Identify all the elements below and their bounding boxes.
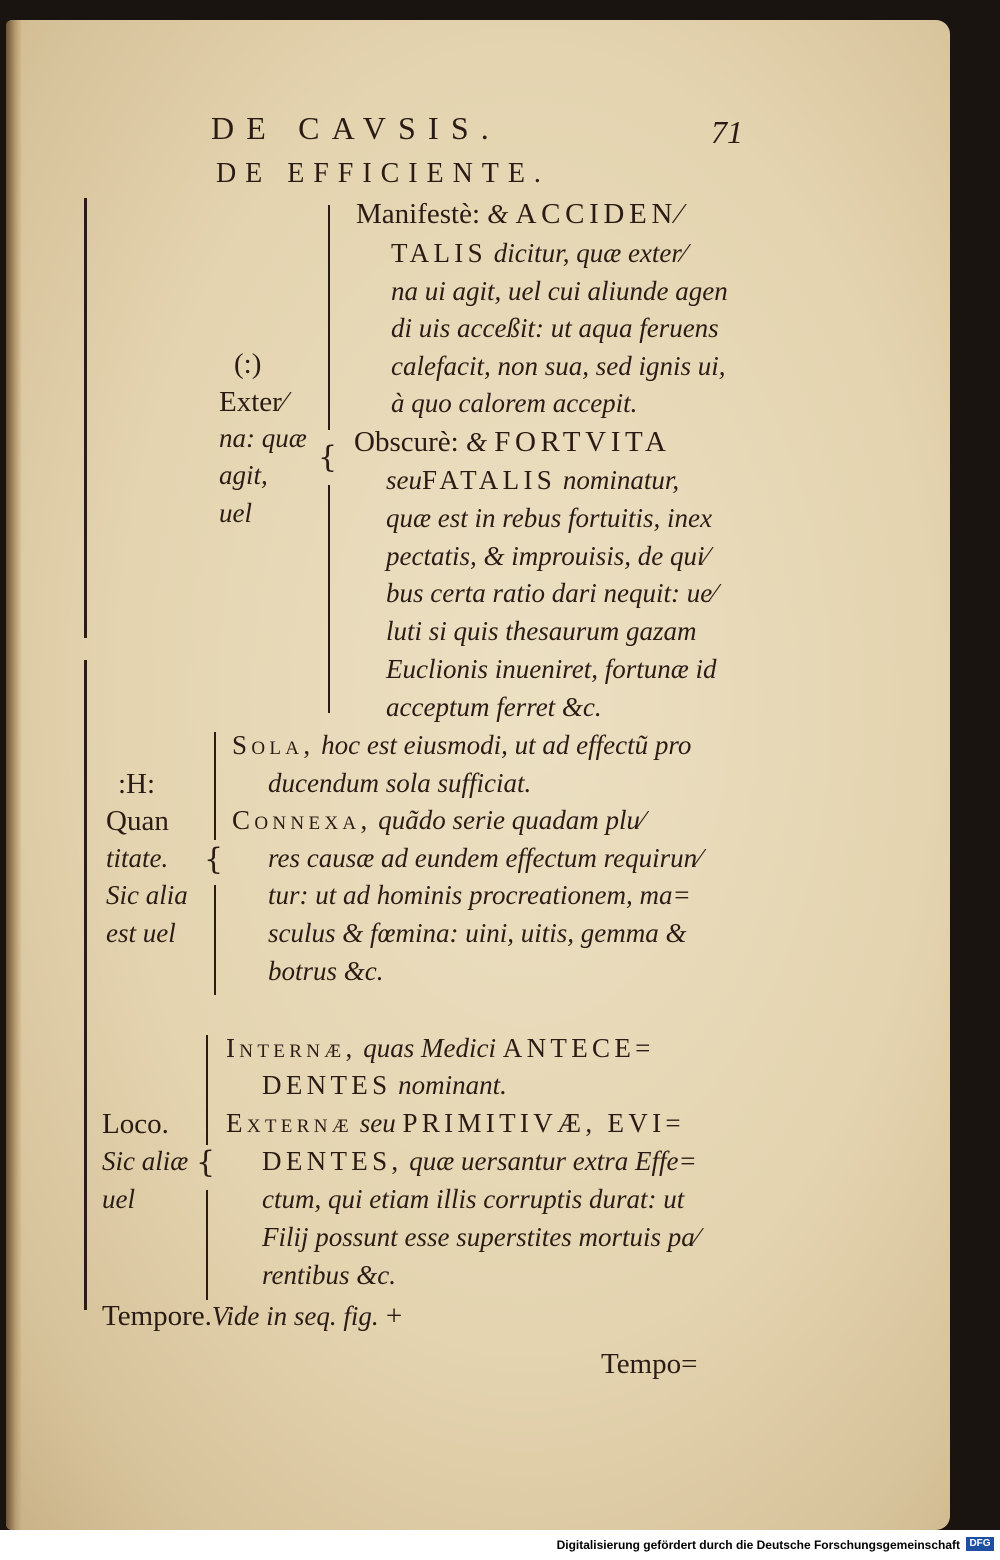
connexa-term: Connexa,: [232, 805, 372, 835]
quantitate-marker: :H:: [118, 768, 156, 800]
manifeste-line-6: à quo calorem accepit.: [391, 388, 638, 418]
quantitate-label-4: est uel: [106, 918, 176, 948]
tempore-ref: Vide in seq. fig.: [211, 1301, 379, 1331]
et-glyph: &: [487, 199, 509, 229]
tempore-mark: +: [385, 1300, 403, 1332]
obscure-line-3: quæ est in rebus fortuitis, inex: [386, 503, 712, 533]
loco-label-3: uel: [102, 1184, 135, 1214]
manifeste-label: Manifestè:: [356, 198, 481, 230]
digitization-footer: [0, 1530, 1000, 1560]
running-title: DE CAVSIS.: [211, 110, 501, 146]
externa-brace: {: [318, 440, 338, 475]
manifeste-line-5: calefacit, non sua, sed ignis ui,: [391, 351, 726, 381]
manifeste-line-2: TALIS dicitur, quæ exter⁄: [391, 238, 687, 268]
manifeste-line-4: di uis acceßit: ut aqua feruens: [391, 313, 719, 343]
dfg-logo: DFG: [966, 1537, 994, 1551]
loco-label-1: Loco.: [102, 1108, 169, 1140]
manifeste-line-3: na ui agit, uel cui aliunde agen: [391, 276, 728, 306]
externa-bracket-lower: [328, 485, 330, 713]
obscure-line-7: Euclionis inueniret, fortunæ id: [386, 654, 717, 684]
accidentalis-term: ACCIDEN⁄: [515, 198, 687, 230]
externa-label-3: agit,: [219, 460, 268, 490]
connexa-line-5: botrus &c.: [268, 956, 384, 986]
tempore-line: [102, 1302, 402, 1331]
footer-credit: Digitalisierung gefördert durch die Deutsche Forschungsgemeinschaft: [556, 1538, 960, 1552]
internae-line-1: Internæ, quas Medici ANTECE=: [226, 1033, 655, 1063]
obscure-line-8: acceptum ferret &c.: [386, 692, 602, 722]
obscure-label: Obscurè:: [354, 426, 459, 458]
quantitate-label-3: Sic alia: [106, 880, 188, 910]
obscure-line-4: pectatis, & improuisis, de qui⁄: [386, 541, 709, 571]
manifeste-head: [356, 200, 686, 229]
externae-line-1: Externæ seu PRIMITIVÆ, EVI=: [226, 1108, 685, 1138]
main-bracket-rule: [84, 198, 87, 638]
internae-term: Internæ,: [226, 1033, 357, 1063]
fortvita-term: FORTVITA: [494, 426, 671, 458]
externa-label-2: na: quæ: [219, 423, 307, 453]
externae-line-2: DENTES, quæ uersantur extra Effe=: [262, 1146, 697, 1176]
page-number: 71: [711, 114, 743, 150]
sola-term: Sola,: [232, 730, 315, 760]
externae-line-5: rentibus &c.: [262, 1260, 396, 1290]
obscure-line-2: seuFATALIS nominatur,: [386, 465, 680, 495]
section-title: DE EFFICIENTE.: [216, 158, 550, 189]
externa-label-4: uel: [219, 498, 252, 528]
page-left-edge: [6, 20, 22, 1530]
sola-line-1: Sola, hoc est eiusmodi, ut ad effectũ pro: [232, 730, 692, 760]
internae-line-2: DENTES nominant.: [262, 1070, 507, 1100]
externae-term: Externæ: [226, 1108, 353, 1138]
obscure-line-6: luti si quis thesaurum gazam: [386, 616, 697, 646]
loco-brace: {: [196, 1145, 216, 1180]
connexa-line-3: tur: ut ad hominis procreationem, ma=: [268, 880, 691, 910]
tempore-label: Tempore.: [102, 1300, 212, 1332]
book-page: [6, 20, 950, 1530]
quantitate-bracket-lower: [214, 885, 216, 995]
main-bracket-rule-lower: [84, 660, 87, 1310]
quantitate-brace: {: [204, 842, 224, 877]
externae-line-4: Filij possunt esse superstites mortuis pa⁄: [262, 1222, 700, 1252]
quantitate-bracket-upper: [214, 732, 216, 840]
connexa-line-2: res causæ ad eundem effectum requirun⁄: [268, 843, 702, 873]
externa-bracket-upper: [328, 205, 330, 430]
loco-label-2: Sic aliæ: [102, 1146, 189, 1176]
externa-label-1: Exter⁄: [219, 386, 287, 418]
obscure-line-5: bus certa ratio dari nequit: ue⁄: [386, 578, 717, 608]
et-glyph: &: [465, 427, 487, 457]
connexa-line-4: sculus & fœmina: uini, uitis, gemma &: [268, 918, 687, 948]
connexa-line-1: Connexa, quãdo serie quadam plu⁄: [232, 805, 645, 835]
loco-bracket-upper: [206, 1035, 208, 1145]
externa-marker: (:): [234, 348, 262, 380]
catchword: Tempo=: [601, 1348, 698, 1380]
sola-line-2: ducendum sola sufficiat.: [268, 768, 532, 798]
loco-bracket-lower: [206, 1190, 208, 1300]
quantitate-label-2: titate.: [106, 843, 169, 873]
quantitate-label-1: Quan: [106, 805, 169, 837]
externae-line-3: ctum, qui etiam illis corruptis durat: ut: [262, 1184, 685, 1214]
obscure-head: [354, 428, 671, 457]
